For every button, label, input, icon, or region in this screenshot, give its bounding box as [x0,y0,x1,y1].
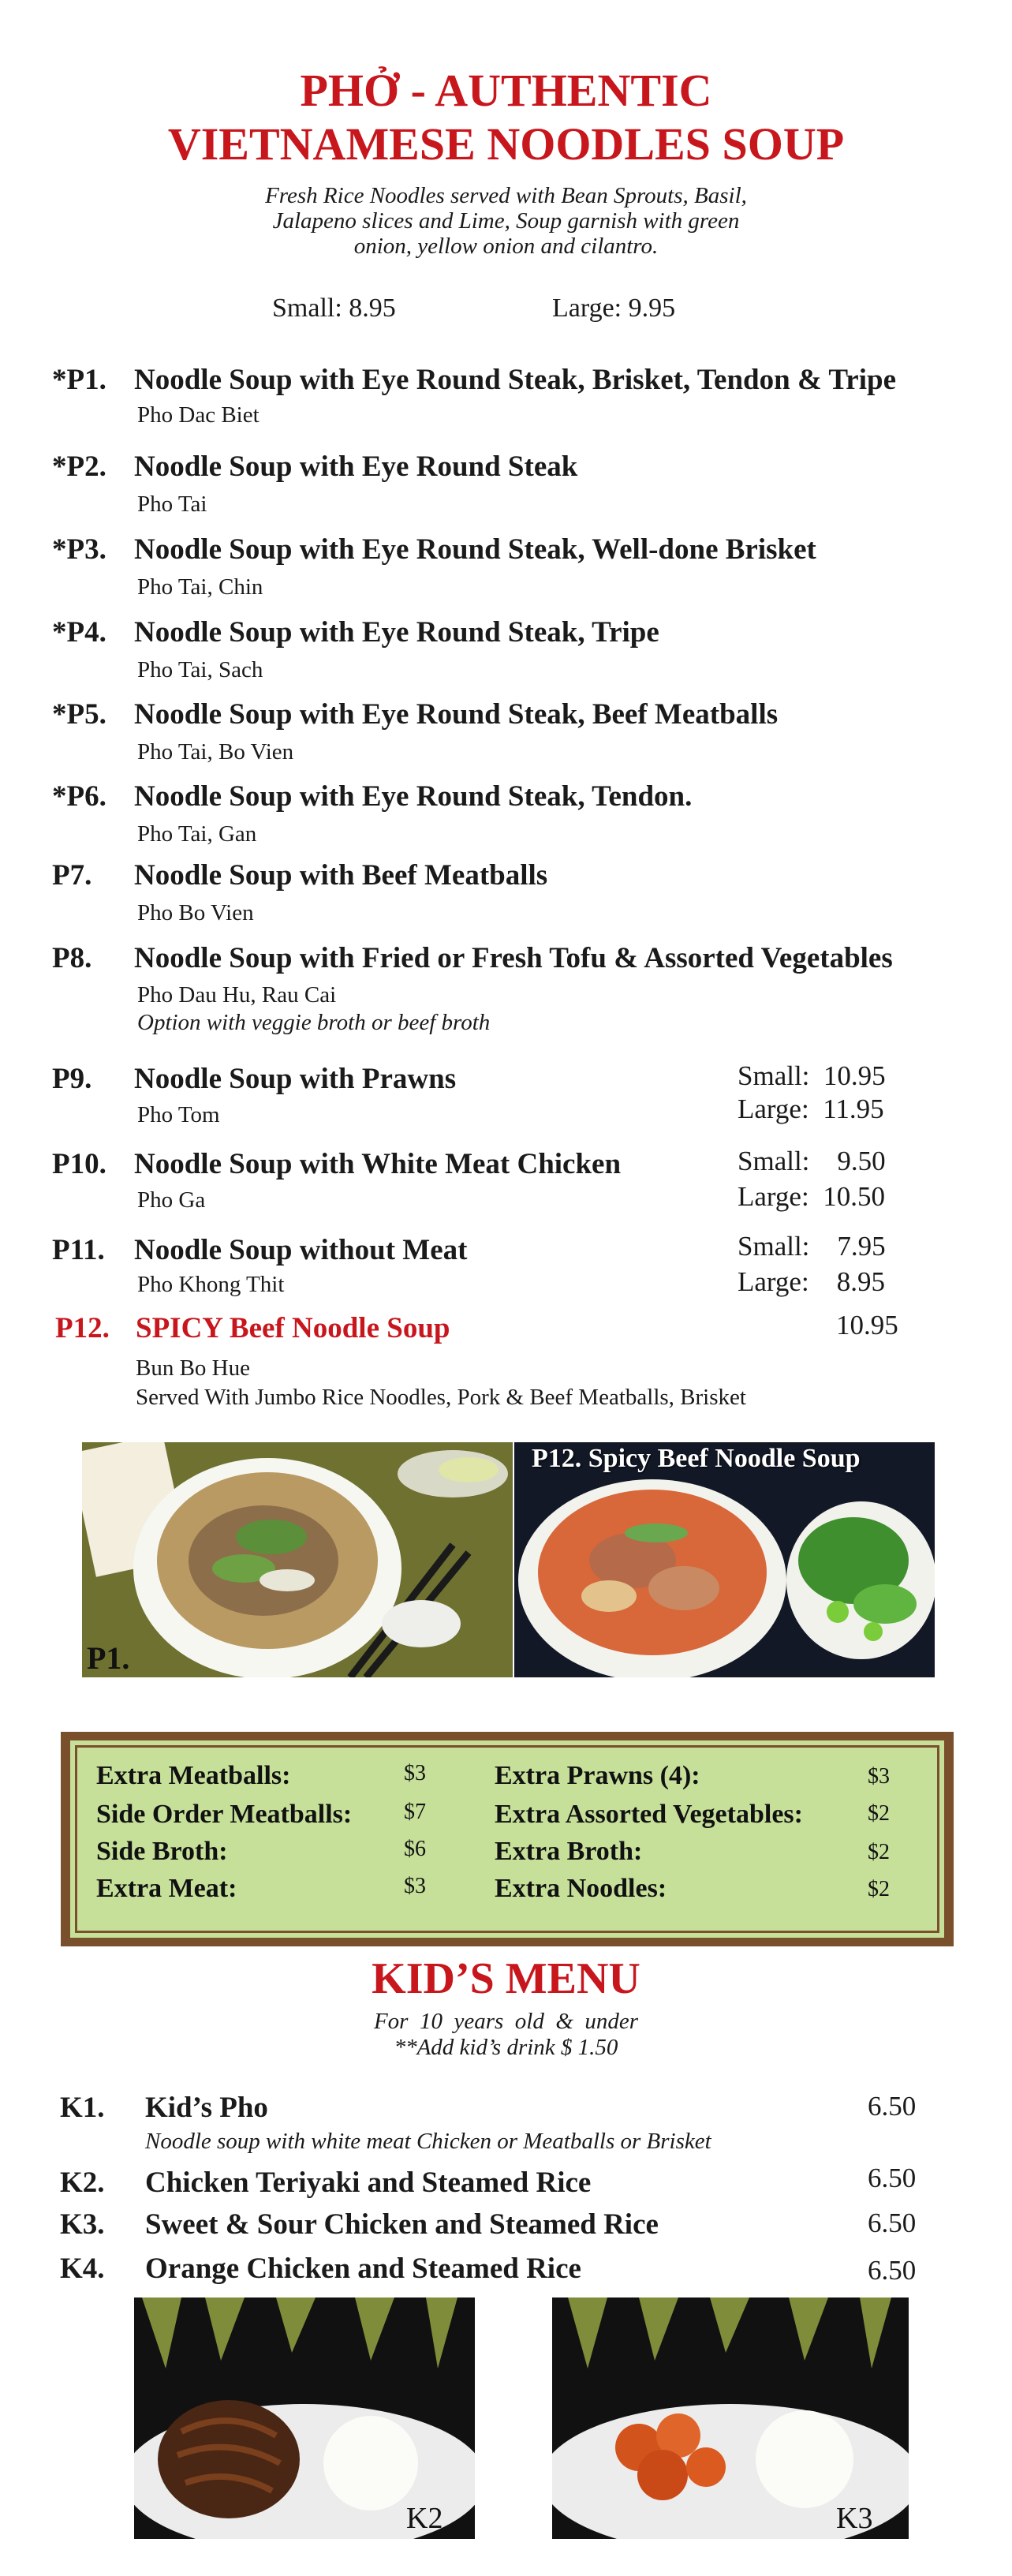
extra-price: $2 [868,1877,890,1901]
item-name: SPICY Beef Noodle Soup [136,1312,450,1344]
extra-label: Extra Meat: [96,1874,237,1903]
spicy-beef-noodle-photo [514,1442,935,1677]
photo-label-p12: P12. Spicy Beef Noodle Soup [532,1444,861,1473]
item-vietnamese-name: Pho Tom [137,1102,220,1127]
item-note: Option with veggie broth or beef broth [137,1010,491,1035]
kids-menu-drink-note: **Add kid’s drink $ 1.50 [394,2035,618,2060]
extra-price: $2 [868,1840,890,1864]
price-large: Large: 8.95 [738,1266,885,1297]
item-code: P7. [52,859,92,892]
item-name: Noodle Soup with Eye Round Steak, Beef Meatballs [134,698,779,731]
menu-title-line1: PHỞ - AUTHENTIC [300,65,712,116]
sweet-sour-chicken-photo [552,2297,909,2539]
extra-price: $2 [868,1801,890,1826]
chicken-teriyaki-photo [134,2297,475,2539]
intro-line: onion, yellow onion and cilantro. [353,234,659,259]
item-code: *P3. [52,533,106,566]
item-code: P11. [52,1234,105,1266]
item-code: *P1. [52,364,106,396]
intro-line: Jalapeno slices and Lime, Soup garnish with green [272,208,740,234]
item-vietnamese-name: Pho Tai, Gan [137,821,257,847]
price-large: Large: 11.95 [738,1094,884,1124]
extra-price: $7 [404,1800,426,1824]
extra-label: Side Order Meatballs: [96,1800,353,1829]
kid-item-price: 6.50 [868,2163,917,2193]
photo-label-p1: P1. [87,1640,130,1676]
price-small: Small: 9.50 [738,1146,886,1176]
item-vietnamese-name: Pho Khong Thit [137,1272,285,1297]
extra-label: Side Broth: [96,1837,228,1866]
kid-item-name: Kid’s Pho [145,2092,268,2124]
item-code: *P2. [52,451,106,483]
bun-bo-hue-illustration [514,1442,935,1677]
item-vietnamese-name: Pho Dac Biet [137,402,260,428]
item-name: Noodle Soup with Beef Meatballs [134,859,548,892]
item-name: Noodle Soup with Fried or Fresh Tofu & Assorted Vegetables [134,942,893,974]
item-vietnamese-name: Pho Ga [137,1187,206,1213]
item-vietnamese-name: Bun Bo Hue [136,1355,250,1381]
item-name: Noodle Soup with Prawns [134,1063,457,1095]
kid-item-code: K2. [60,2167,105,2199]
item-vietnamese-name: Pho Tai, Chin [137,574,263,600]
extra-label: Extra Meatballs: [96,1761,291,1790]
item-vietnamese-name: Pho Dau Hu, Rau Cai [137,982,337,1008]
kid-item-price: 6.50 [868,2208,917,2238]
kid-item-code: K4. [60,2253,105,2285]
item-name: Noodle Soup with Eye Round Steak, Brisket, Tendon & Tripe [134,364,896,396]
item-code: P8. [52,942,92,974]
item-name: Noodle Soup with Eye Round Steak, Well-done Brisket [134,533,816,566]
price-large: Large: 10.50 [738,1181,885,1212]
price-small: Small: 7.95 [738,1231,886,1262]
item-code: *P6. [52,780,106,813]
item-code: P10. [52,1148,106,1180]
pho-bowl-illustration [82,1442,513,1677]
item-price: 10.95 [836,1310,898,1340]
kid-item-price: 6.50 [868,2255,917,2286]
intro-line: Fresh Rice Noodles served with Bean Sprouts, Basil, [265,183,747,208]
kid-item-name: Sweet & Sour Chicken and Steamed Rice [145,2208,659,2241]
item-code: P9. [52,1063,92,1095]
kid-item-name: Orange Chicken and Steamed Rice [145,2253,581,2285]
item-vietnamese-name: Pho Tai [137,492,207,517]
extra-price: $3 [404,1874,426,1898]
extra-price: $3 [404,1761,426,1785]
item-code: P12. [55,1312,110,1344]
item-vietnamese-name: Pho Bo Vien [137,900,254,925]
extra-price: $6 [404,1837,426,1861]
extra-label: Extra Noodles: [495,1874,667,1903]
extra-label: Extra Prawns (4): [495,1761,700,1790]
item-name: Noodle Soup with Eye Round Steak, Tendon. [134,780,693,813]
item-note: Served With Jumbo Rice Noodles, Pork & Beef Meatballs, Brisket [136,1385,746,1410]
extra-label: Extra Assorted Vegetables: [495,1800,803,1829]
large-price: Large: 9.95 [552,293,676,323]
kids-menu-age-note: For 10 years old & under [373,2009,639,2034]
kid-item-code: K1. [60,2092,105,2124]
extra-label: Extra Broth: [495,1837,643,1866]
menu-title-line2: VIETNAMESE NOODLES SOUP [167,118,845,170]
item-code: *P5. [52,698,106,731]
kid-item-price: 6.50 [868,2091,917,2122]
item-vietnamese-name: Pho Tai, Sach [137,657,263,682]
kid-item-name: Chicken Teriyaki and Steamed Rice [145,2167,592,2199]
pho-dac-biet-photo [82,1442,513,1677]
kid-item-code: K3. [60,2208,105,2241]
photo-label-k2: K2 [406,2502,443,2535]
item-vietnamese-name: Pho Tai, Bo Vien [137,739,294,765]
kid-item-note: Noodle soup with white meat Chicken or Meatballs or Brisket [145,2129,711,2154]
item-name: Noodle Soup without Meat [134,1234,468,1266]
photo-label-k3: K3 [836,2502,873,2535]
item-name: Noodle Soup with White Meat Chicken [134,1148,622,1180]
item-code: *P4. [52,616,106,649]
kids-menu-title: KID’S MENU [372,1954,640,2003]
item-name: Noodle Soup with Eye Round Steak, Tripe [134,616,659,649]
extra-price: $3 [868,1764,890,1789]
item-name: Noodle Soup with Eye Round Steak [134,451,578,483]
price-small: Small: 10.95 [738,1060,886,1091]
small-price: Small: 8.95 [272,293,396,323]
